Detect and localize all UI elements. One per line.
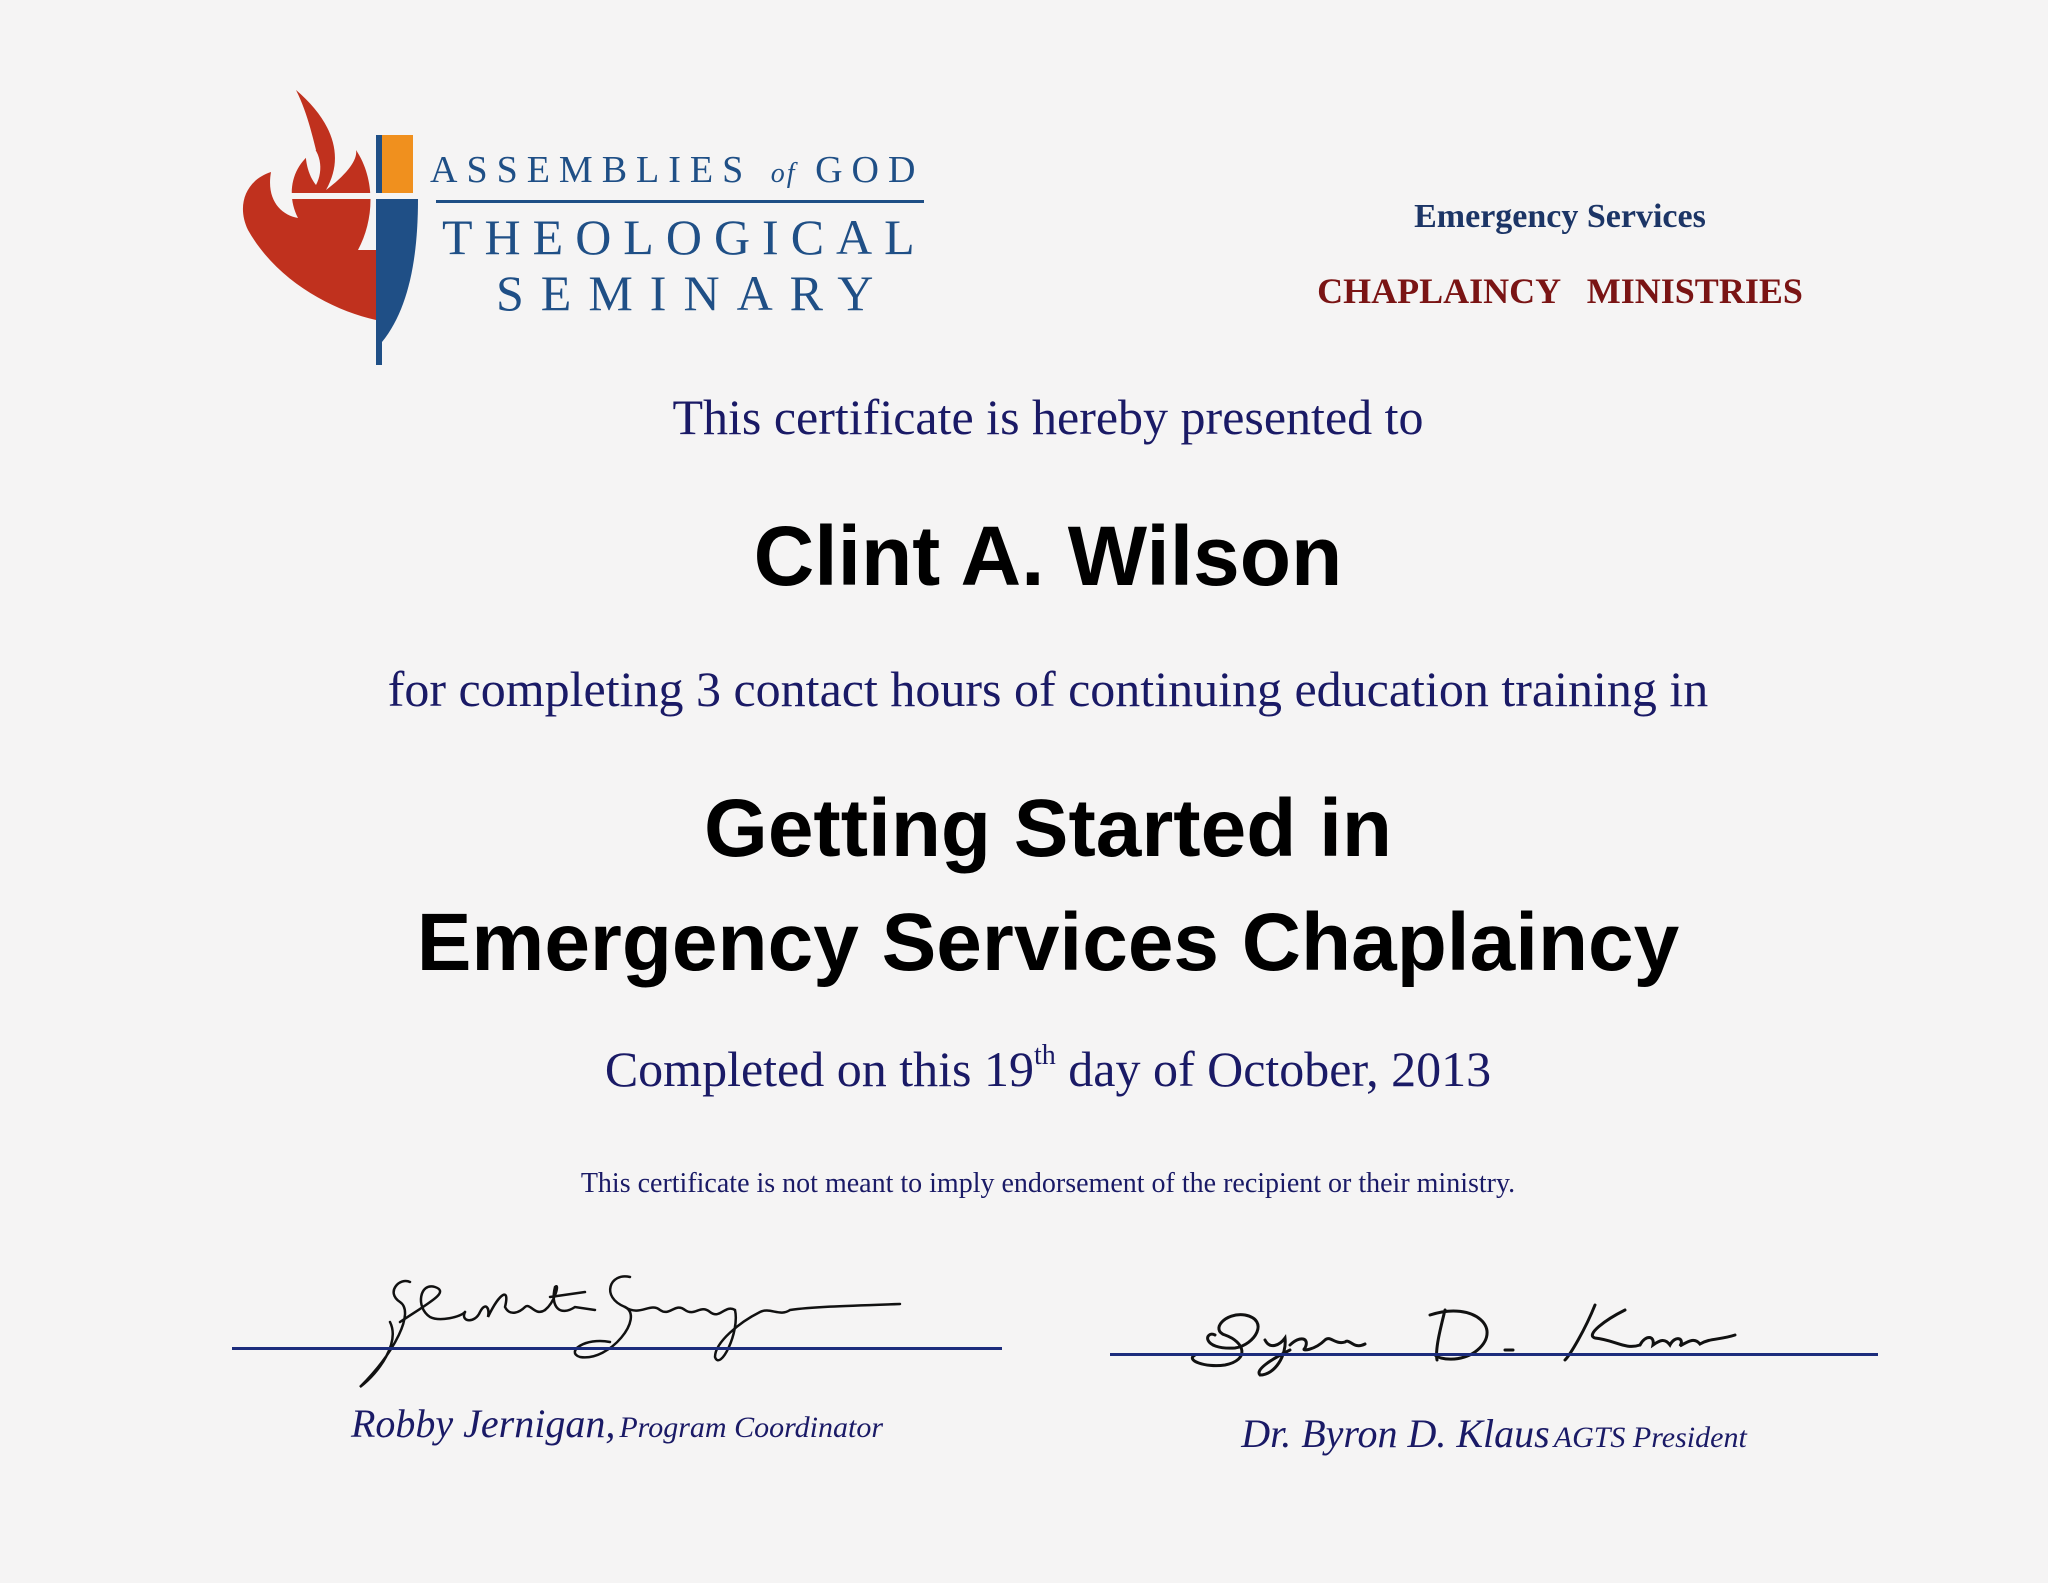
disclaimer: This certificate is not meant to imply endorsement of the recipient or their ministry.: [580, 1168, 1516, 1199]
signature-line-2: [1110, 1353, 1878, 1356]
course-title-line1: Getting Started in: [704, 783, 1392, 874]
ministry-subtitle: CHAPLAINCY MINISTRIES: [1317, 271, 1803, 311]
presented-line: This certificate is hereby presented to: [672, 389, 1424, 445]
ministry-title: Emergency Services: [1414, 198, 1706, 235]
completing-line: for completing 3 contact hours of continuing education training in: [387, 661, 1709, 717]
signer-1-name: Robby Jernigan,: [350, 1401, 616, 1446]
signer-2-name: Dr. Byron D. Klaus: [1241, 1411, 1550, 1456]
logo-line-theological: THEOLOGICAL: [442, 209, 927, 265]
logo-divider: [436, 200, 924, 203]
logo-line-seminary: SEMINARY: [496, 265, 891, 321]
signature-jernigan: [340, 1262, 940, 1392]
signer-1-caption: [232, 1400, 1002, 1447]
signer-1-title: Program Coordinator: [619, 1411, 884, 1444]
recipient-name: Clint A. Wilson: [753, 509, 1343, 603]
seminary-logo-flame-cross-icon: [236, 80, 436, 370]
signature-line-1: [232, 1347, 1002, 1350]
signature-klaus: [1175, 1290, 1755, 1380]
completion-date: Completed on this 19th day of October, 2013: [604, 1040, 1492, 1097]
signer-2-caption: [1110, 1410, 1878, 1457]
course-title-line2: Emergency Services Chaplaincy: [416, 897, 1680, 988]
seminary-logo-wordmark: [430, 148, 930, 321]
signer-2-title: AGTS President: [1553, 1421, 1747, 1454]
logo-line-assemblies: ASSEMBLIES of GOD: [430, 149, 925, 191]
